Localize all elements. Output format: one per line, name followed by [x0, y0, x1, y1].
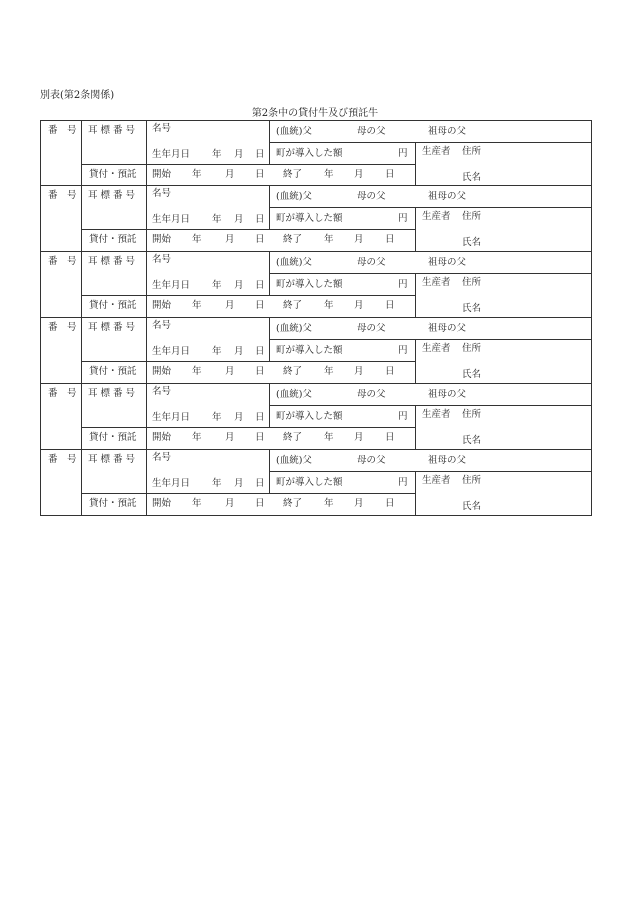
grandmother-father-label: 祖母の父	[428, 126, 467, 137]
birth-year-unit: 年	[212, 149, 222, 160]
end-label: 終了	[283, 169, 303, 180]
cattle-record	[40, 450, 592, 516]
yen-unit: 円	[398, 411, 408, 422]
producer-label: 生産者	[422, 146, 451, 157]
start-year-unit: 年	[192, 432, 202, 443]
birth-day-unit: 日	[255, 478, 265, 489]
pedigree-father-label: (血統)父	[276, 323, 312, 334]
birth-year-unit: 年	[212, 346, 222, 357]
mother-father-label: 母の父	[357, 257, 386, 268]
birth-day-unit: 日	[255, 346, 265, 357]
yen-unit: 円	[398, 148, 408, 159]
birth-month-unit: 月	[234, 346, 244, 357]
loan-deposit-label: 貸付・預託	[89, 300, 137, 311]
start-month-unit: 月	[225, 234, 235, 245]
address-label: 住所	[462, 409, 482, 420]
birth-month-unit: 月	[234, 412, 244, 423]
ear-tag-label: 耳 標 番 号	[88, 125, 136, 136]
owner-name-label: 氏名	[462, 172, 482, 183]
end-year-unit: 年	[324, 498, 334, 509]
owner-name-label: 氏名	[462, 369, 482, 380]
number-label: 番 号	[48, 454, 77, 465]
birth-day-unit: 日	[255, 412, 265, 423]
grandmother-father-label: 祖母の父	[428, 389, 467, 400]
pedigree-father-label: (血統)父	[276, 257, 312, 268]
end-month-unit: 月	[354, 169, 364, 180]
birth-date-label: 生年月日	[152, 280, 191, 291]
ear-tag-label: 耳 標 番 号	[88, 454, 136, 465]
end-year-unit: 年	[324, 169, 334, 180]
pedigree-father-label: (血統)父	[276, 191, 312, 202]
end-month-unit: 月	[354, 498, 364, 509]
start-month-unit: 月	[225, 432, 235, 443]
pedigree-father-label: (血統)父	[276, 455, 312, 466]
start-day-unit: 日	[255, 366, 265, 377]
end-label: 終了	[283, 498, 303, 509]
number-label: 番 号	[48, 322, 77, 333]
producer-label: 生産者	[422, 343, 451, 354]
name-label: 名号	[152, 254, 172, 265]
start-day-unit: 日	[255, 234, 265, 245]
cattle-record	[40, 186, 592, 252]
owner-name-label: 氏名	[462, 501, 482, 512]
owner-name-label: 氏名	[462, 237, 482, 248]
start-label: 開始	[152, 169, 172, 180]
producer-label: 生産者	[422, 211, 451, 222]
end-month-unit: 月	[354, 234, 364, 245]
start-year-unit: 年	[192, 498, 202, 509]
name-label: 名号	[152, 386, 172, 397]
mother-father-label: 母の父	[357, 389, 386, 400]
start-month-unit: 月	[225, 498, 235, 509]
birth-day-unit: 日	[255, 149, 265, 160]
birth-year-unit: 年	[212, 280, 222, 291]
birth-year-unit: 年	[212, 214, 222, 225]
loan-deposit-label: 貸付・預託	[89, 169, 137, 180]
end-label: 終了	[283, 234, 303, 245]
start-day-unit: 日	[255, 432, 265, 443]
birth-year-unit: 年	[212, 412, 222, 423]
owner-name-label: 氏名	[462, 303, 482, 314]
ear-tag-label: 耳 標 番 号	[88, 256, 136, 267]
end-year-unit: 年	[324, 300, 334, 311]
town-amount-label: 町が導入した額	[276, 213, 343, 224]
start-label: 開始	[152, 234, 172, 245]
end-label: 終了	[283, 300, 303, 311]
birth-date-label: 生年月日	[152, 214, 191, 225]
town-amount-label: 町が導入した額	[276, 279, 343, 290]
grandmother-father-label: 祖母の父	[428, 455, 467, 466]
loan-deposit-label: 貸付・預託	[89, 432, 137, 443]
mother-father-label: 母の父	[357, 191, 386, 202]
start-year-unit: 年	[192, 366, 202, 377]
yen-unit: 円	[398, 213, 408, 224]
start-month-unit: 月	[225, 169, 235, 180]
cattle-record-table	[40, 120, 592, 516]
end-label: 終了	[283, 432, 303, 443]
cattle-record	[40, 384, 592, 450]
birth-date-label: 生年月日	[152, 346, 191, 357]
mother-father-label: 母の父	[357, 323, 386, 334]
birth-month-unit: 月	[234, 214, 244, 225]
birth-day-unit: 日	[255, 280, 265, 291]
birth-month-unit: 月	[234, 478, 244, 489]
start-year-unit: 年	[192, 300, 202, 311]
number-label: 番 号	[48, 125, 77, 136]
pedigree-father-label: (血統)父	[276, 389, 312, 400]
address-label: 住所	[462, 475, 482, 486]
start-month-unit: 月	[225, 300, 235, 311]
birth-date-label: 生年月日	[152, 478, 191, 489]
ear-tag-label: 耳 標 番 号	[88, 388, 136, 399]
birth-date-label: 生年月日	[152, 149, 191, 160]
number-label: 番 号	[48, 190, 77, 201]
loan-deposit-label: 貸付・預託	[89, 498, 137, 509]
end-day-unit: 日	[385, 366, 395, 377]
number-label: 番 号	[48, 256, 77, 267]
birth-month-unit: 月	[234, 280, 244, 291]
start-month-unit: 月	[225, 366, 235, 377]
name-label: 名号	[152, 123, 172, 134]
town-amount-label: 町が導入した額	[276, 411, 343, 422]
town-amount-label: 町が導入した額	[276, 477, 343, 488]
yen-unit: 円	[398, 477, 408, 488]
birth-date-label: 生年月日	[152, 412, 191, 423]
start-label: 開始	[152, 432, 172, 443]
cattle-record	[40, 252, 592, 318]
producer-label: 生産者	[422, 409, 451, 420]
loan-deposit-label: 貸付・預託	[89, 366, 137, 377]
end-day-unit: 日	[385, 498, 395, 509]
start-label: 開始	[152, 498, 172, 509]
end-month-unit: 月	[354, 432, 364, 443]
cattle-record	[40, 120, 592, 186]
address-label: 住所	[462, 146, 482, 157]
producer-label: 生産者	[422, 277, 451, 288]
grandmother-father-label: 祖母の父	[428, 257, 467, 268]
town-amount-label: 町が導入した額	[276, 148, 343, 159]
end-year-unit: 年	[324, 234, 334, 245]
end-day-unit: 日	[385, 432, 395, 443]
number-label: 番 号	[48, 388, 77, 399]
cattle-record	[40, 318, 592, 384]
document-title: 第2条中の貸付牛及び預託牛	[251, 108, 379, 119]
producer-label: 生産者	[422, 475, 451, 486]
mother-father-label: 母の父	[357, 455, 386, 466]
address-label: 住所	[462, 343, 482, 354]
address-label: 住所	[462, 211, 482, 222]
name-label: 名号	[152, 320, 172, 331]
end-month-unit: 月	[354, 300, 364, 311]
start-label: 開始	[152, 366, 172, 377]
end-day-unit: 日	[385, 300, 395, 311]
loan-deposit-label: 貸付・預託	[89, 234, 137, 245]
end-year-unit: 年	[324, 366, 334, 377]
grandmother-father-label: 祖母の父	[428, 191, 467, 202]
start-label: 開始	[152, 300, 172, 311]
birth-month-unit: 月	[234, 149, 244, 160]
name-label: 名号	[152, 188, 172, 199]
start-year-unit: 年	[192, 169, 202, 180]
end-label: 終了	[283, 366, 303, 377]
birth-day-unit: 日	[255, 214, 265, 225]
birth-year-unit: 年	[212, 478, 222, 489]
ear-tag-label: 耳 標 番 号	[88, 190, 136, 201]
town-amount-label: 町が導入した額	[276, 345, 343, 356]
start-year-unit: 年	[192, 234, 202, 245]
end-day-unit: 日	[385, 169, 395, 180]
mother-father-label: 母の父	[357, 126, 386, 137]
address-label: 住所	[462, 277, 482, 288]
end-day-unit: 日	[385, 234, 395, 245]
name-label: 名号	[152, 452, 172, 463]
appendix-label: 別表(第2条関係)	[40, 90, 115, 101]
start-day-unit: 日	[255, 169, 265, 180]
end-month-unit: 月	[354, 366, 364, 377]
start-day-unit: 日	[255, 498, 265, 509]
pedigree-father-label: (血統)父	[276, 126, 312, 137]
ear-tag-label: 耳 標 番 号	[88, 322, 136, 333]
owner-name-label: 氏名	[462, 435, 482, 446]
start-day-unit: 日	[255, 300, 265, 311]
end-year-unit: 年	[324, 432, 334, 443]
grandmother-father-label: 祖母の父	[428, 323, 467, 334]
yen-unit: 円	[398, 279, 408, 290]
yen-unit: 円	[398, 345, 408, 356]
